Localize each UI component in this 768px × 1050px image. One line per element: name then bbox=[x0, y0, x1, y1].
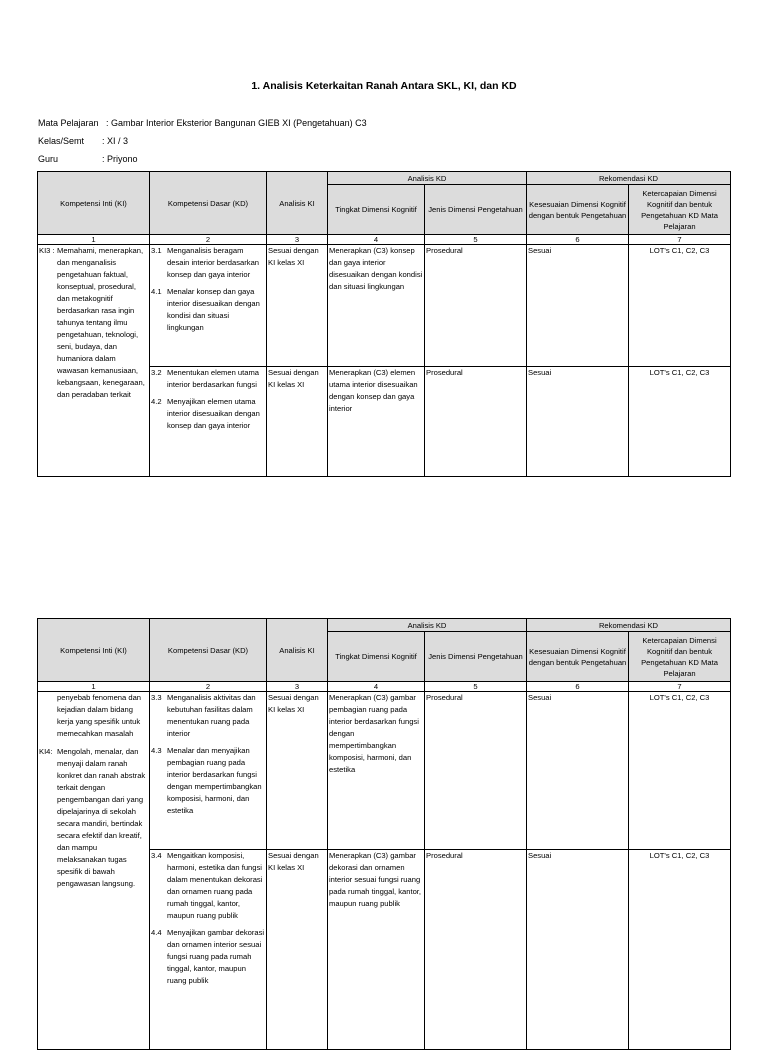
ki-item bbox=[39, 746, 148, 890]
meta-label: Kelas/Semt bbox=[38, 136, 85, 146]
kd-text: Mengaitkan komposisi, harmoni, estetika dan fungsi dalam menentukan dekorasi dan ornamen ruang pada rumah tinggal, kantor, maupun ruang publik bbox=[167, 851, 263, 920]
analysis-table-1 bbox=[37, 171, 731, 477]
kd-number: 3.2 bbox=[151, 368, 162, 377]
kd-item bbox=[151, 286, 265, 334]
ki-text: penyebab fenomena dan kejadian dalam bidang kerja yang spesifik untuk memecahkan masalah bbox=[57, 693, 142, 738]
kd-number: 3.4 bbox=[151, 851, 162, 860]
kd-cell bbox=[150, 692, 267, 850]
kd-item bbox=[151, 396, 265, 432]
tingkat-cell: Menerapkan (C3) elemen utama interior disesuaikan dengan konsep dan gaya interior bbox=[328, 367, 425, 477]
kd-number: 3.3 bbox=[151, 693, 162, 702]
kd-item bbox=[151, 692, 265, 740]
tingkat-cell: Menerapkan (C3) konsep dan gaya interior disesuaikan dengan kondisi dan situasi lingkungan bbox=[328, 245, 425, 367]
column-number: 6 bbox=[527, 682, 629, 692]
ki-text: Memahami, menerapkan, dan menganalisis pengetahuan faktual, konseptual, prosedural, dan metakognitif berdasarkan rasa ingin tahunya tentang ilmu pengetahuan, teknologi, seni, budaya, dan humaniora dalam wawasan kemanusiaan, kebangsaan, kenegaraan, dan peradaban terkait bbox=[57, 246, 145, 399]
meta-guru bbox=[38, 154, 138, 164]
header-analisis-ki: Analisis KI bbox=[267, 172, 328, 235]
column-number: 3 bbox=[267, 682, 328, 692]
kd-item bbox=[151, 850, 265, 922]
header-ketercapaian: Ketercapaian Dimensi Kognitif dan bentuk Pengetahuan KD Mata Pelajaran bbox=[629, 632, 731, 682]
kd-number: 3.1 bbox=[151, 246, 162, 255]
header-tingkat: Tingkat Dimensi Kognitif bbox=[328, 632, 425, 682]
header-kesesuaian: Kesesuaian Dimensi Kognitif dengan bentuk Pengetahuan bbox=[527, 632, 629, 682]
header-ki: Kompetensi Inti (KI) bbox=[38, 619, 150, 682]
header-kd: Kompetensi Dasar (KD) bbox=[150, 172, 267, 235]
kd-number: 4.3 bbox=[151, 746, 162, 755]
column-number: 1 bbox=[38, 235, 150, 245]
ketercapaian-cell: LOT's C1, C2, C3 bbox=[629, 692, 731, 850]
kd-text: Menganalisis beragam desain interior berdasarkan konsep dan gaya interior bbox=[167, 246, 260, 279]
ki-number: KI3 : bbox=[39, 246, 55, 255]
analisis-ki-cell: Sesuai dengan KI kelas XI bbox=[267, 692, 328, 850]
ki-item bbox=[39, 245, 148, 401]
ketercapaian-cell: LOT's C1, C2, C3 bbox=[629, 367, 731, 477]
ki-text: Mengolah, menalar, dan menyaji dalam ranah konkret dan ranah abstrak terkait dengan pengembangan dari yang dipelajarinya di sekolah secara mandiri, bertindak secara efektif dan kreatif, dan mampu melaksanakan tugas spesifik di bawah pengawasan langsung. bbox=[57, 747, 146, 888]
kesesuaian-cell: Sesuai bbox=[527, 367, 629, 477]
ki-cell bbox=[38, 692, 150, 1050]
analisis-ki-cell: Sesuai dengan KI kelas XI bbox=[267, 245, 328, 367]
column-number: 7 bbox=[629, 235, 731, 245]
kesesuaian-cell: Sesuai bbox=[527, 692, 629, 850]
tingkat-cell: Menerapkan (C3) gambar dekorasi dan ornamen interior sesuai fungsi ruang pada rumah tinggal, kantor, maupun ruang publik bbox=[328, 850, 425, 1050]
column-number: 4 bbox=[328, 682, 425, 692]
meta-value: : Priyono bbox=[102, 154, 138, 164]
column-number: 6 bbox=[527, 235, 629, 245]
meta-value: : Gambar Interior Eksterior Bangunan GIEB XI (Pengetahuan) C3 bbox=[106, 118, 367, 128]
tingkat-cell: Menerapkan (C3) gambar pembagian ruang pada interior berdasarkan fungsi dengan mempertimbangkan komposisi, harmoni, dan estetika bbox=[328, 692, 425, 850]
jenis-cell: Prosedural bbox=[425, 692, 527, 850]
column-number: 5 bbox=[425, 235, 527, 245]
kd-text: Menyajikan gambar dekorasi dan ornamen interior sesuai fungsi ruang pada rumah tinggal, kantor, maupun ruang publik bbox=[167, 928, 265, 985]
meta-label: Mata Pelajaran bbox=[38, 118, 99, 128]
meta-label: Guru bbox=[38, 154, 59, 164]
jenis-cell: Prosedural bbox=[425, 850, 527, 1050]
header-analisis-kd: Analisis KD bbox=[328, 172, 527, 185]
analisis-ki-cell: Sesuai dengan KI kelas XI bbox=[267, 850, 328, 1050]
kd-text: Menentukan elemen utama interior berdasarkan fungsi bbox=[167, 368, 260, 389]
column-number: 3 bbox=[267, 235, 328, 245]
column-number: 1 bbox=[38, 682, 150, 692]
kd-item bbox=[151, 745, 265, 817]
header-jenis: Jenis Dimensi Pengetahuan bbox=[425, 632, 527, 682]
ketercapaian-cell: LOT's C1, C2, C3 bbox=[629, 245, 731, 367]
jenis-cell: Prosedural bbox=[425, 245, 527, 367]
header-ki: Kompetensi Inti (KI) bbox=[38, 172, 150, 235]
ki-cell bbox=[38, 245, 150, 477]
kesesuaian-cell: Sesuai bbox=[527, 245, 629, 367]
kd-cell bbox=[150, 367, 267, 477]
kd-number: 4.1 bbox=[151, 287, 162, 296]
analysis-table-2 bbox=[37, 618, 731, 1050]
column-number: 2 bbox=[150, 235, 267, 245]
kd-number: 4.2 bbox=[151, 397, 162, 406]
kd-text: Menyajikan elemen utama interior disesuaikan dengan konsep dan gaya interior bbox=[167, 397, 260, 430]
ki-item bbox=[39, 692, 148, 740]
meta-value: : XI / 3 bbox=[102, 136, 129, 146]
header-tingkat: Tingkat Dimensi Kognitif bbox=[328, 185, 425, 235]
meta-kelas bbox=[38, 136, 128, 146]
column-number: 7 bbox=[629, 682, 731, 692]
header-ketercapaian: Ketercapaian Dimensi Kognitif dan bentuk Pengetahuan KD Mata Pelajaran bbox=[629, 185, 731, 235]
column-number: 5 bbox=[425, 682, 527, 692]
meta-mata-pelajaran bbox=[38, 118, 367, 128]
analisis-ki-cell: Sesuai dengan KI kelas XI bbox=[267, 367, 328, 477]
kd-text: Menalar dan menyajikan pembagian ruang pada interior berdasarkan fungsi dengan mempertimbangkan komposisi, harmoni, dan estetika bbox=[167, 746, 262, 815]
jenis-cell: Prosedural bbox=[425, 367, 527, 477]
kd-item bbox=[151, 367, 265, 391]
header-analisis-kd: Analisis KD bbox=[328, 619, 527, 632]
kd-number: 4.4 bbox=[151, 928, 162, 937]
header-analisis-ki: Analisis KI bbox=[267, 619, 328, 682]
header-jenis: Jenis Dimensi Pengetahuan bbox=[425, 185, 527, 235]
ketercapaian-cell: LOT's C1, C2, C3 bbox=[629, 850, 731, 1050]
column-number: 2 bbox=[150, 682, 267, 692]
kd-text: Menganalisis aktivitas dan kebutuhan fasilitas dalam menentukan ruang pada interior bbox=[167, 693, 256, 738]
column-number: 4 bbox=[328, 235, 425, 245]
kd-item bbox=[151, 927, 265, 987]
kd-cell bbox=[150, 245, 267, 367]
ki-number: KI4: bbox=[39, 747, 53, 756]
header-rekomendasi-kd: Rekomendasi KD bbox=[527, 172, 731, 185]
kd-text: Menalar konsep dan gaya interior disesuaikan dengan kondisi dan situasi lingkungan bbox=[167, 287, 260, 332]
kesesuaian-cell: Sesuai bbox=[527, 850, 629, 1050]
header-kd: Kompetensi Dasar (KD) bbox=[150, 619, 267, 682]
kd-item bbox=[151, 245, 265, 281]
header-kesesuaian: Kesesuaian Dimensi Kognitif dengan bentuk Pengetahuan bbox=[527, 185, 629, 235]
header-rekomendasi-kd: Rekomendasi KD bbox=[527, 619, 731, 632]
kd-cell bbox=[150, 850, 267, 1050]
document-title: 1. Analisis Keterkaitan Ranah Antara SKL, KI, dan KD bbox=[251, 80, 517, 92]
